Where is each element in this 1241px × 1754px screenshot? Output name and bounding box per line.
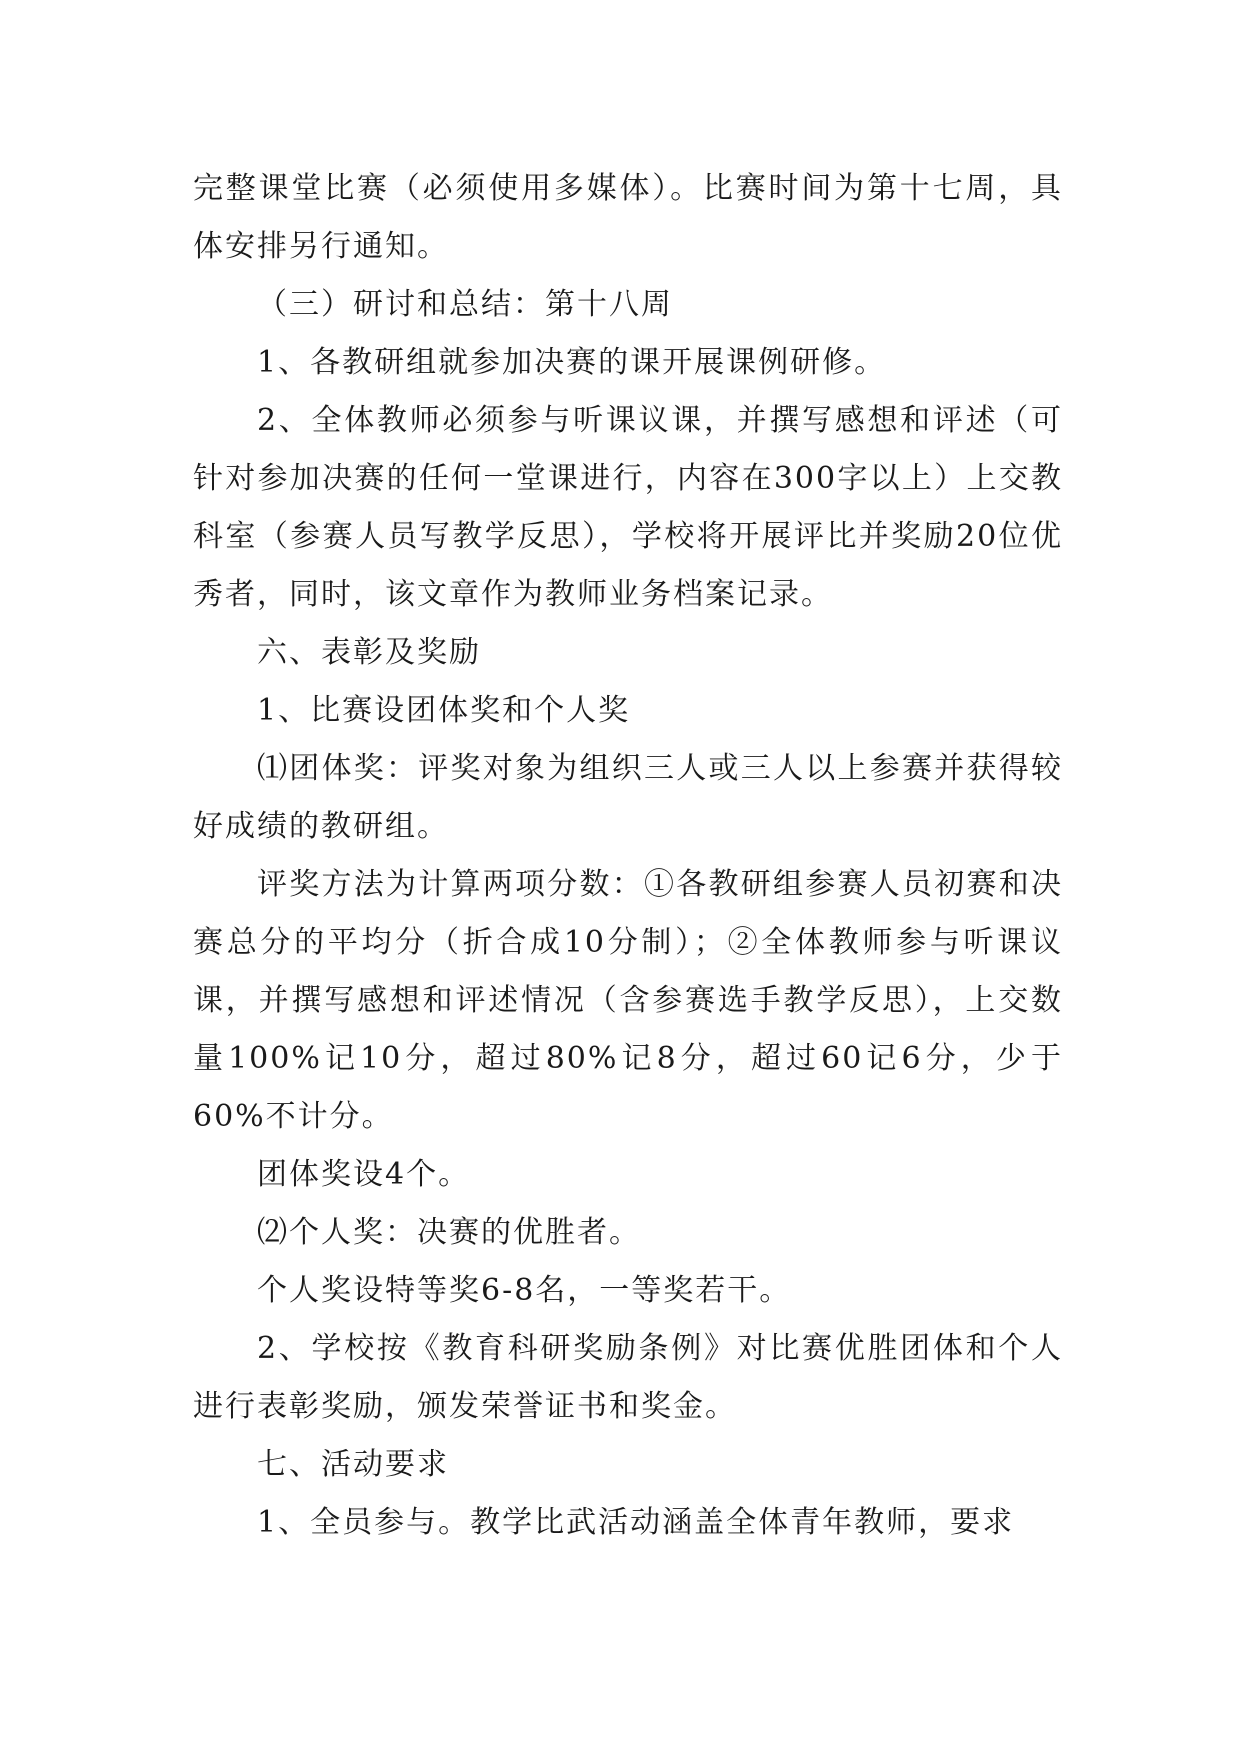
paragraph-individual-award: ⑵个人奖：决赛的优胜者。 [257, 1215, 641, 1250]
paragraph-section-discussion: （三）研讨和总结：第十八周 [257, 287, 673, 322]
paragraph-individual-award-count: 个人奖设特等奖6-8名，一等奖若干。 [257, 1273, 792, 1308]
paragraph-commendation: 2、学校按《教育科研奖励条例》对比赛优胜团体和个人进行表彰奖励，颁发荣誉证书和奖金。 [193, 1331, 1063, 1424]
paragraph-full-participation: 1、全员参与。教学比武活动涵盖全体青年教师，要求 [257, 1505, 1015, 1540]
paragraph-team-award-count: 团体奖设4个。 [257, 1157, 471, 1192]
paragraph-lesson-study: 1、各教研组就参加决赛的课开展课例研修。 [257, 345, 887, 380]
heading-requirements: 七、活动要求 [257, 1447, 449, 1482]
paragraph-competition-continued: 完整课堂比赛（必须使用多媒体）。比赛时间为第十七周，具体安排另行通知。 [193, 171, 1063, 264]
document-body [193, 160, 1063, 1552]
paragraph-scoring-method: 评奖方法为计算两项分数：①各教研组参赛人员初赛和决赛总分的平均分（折合成10分制）；②全体教师参与听课议课，并撰写感想和评述情况（含参赛选手教学反思），上交数量100%记10分，超过80%记8分，超过60记6分，少于60%不计分。 [193, 867, 1063, 1134]
paragraph-award-types: 1、比赛设团体奖和个人奖 [257, 693, 631, 728]
heading-awards: 六、表彰及奖励 [257, 635, 481, 670]
paragraph-teacher-reviews: 2、全体教师必须参与听课议课，并撰写感想和评述（可针对参加决赛的任何一堂课进行，内容在300字以上）上交教科室（参赛人员写教学反思），学校将开展评比并奖励20位优秀者，同时，该文章作为教师业务档案记录。 [193, 403, 1063, 612]
paragraph-team-award: ⑴团体奖：评奖对象为组织三人或三人以上参赛并获得较好成绩的教研组。 [193, 751, 1063, 844]
